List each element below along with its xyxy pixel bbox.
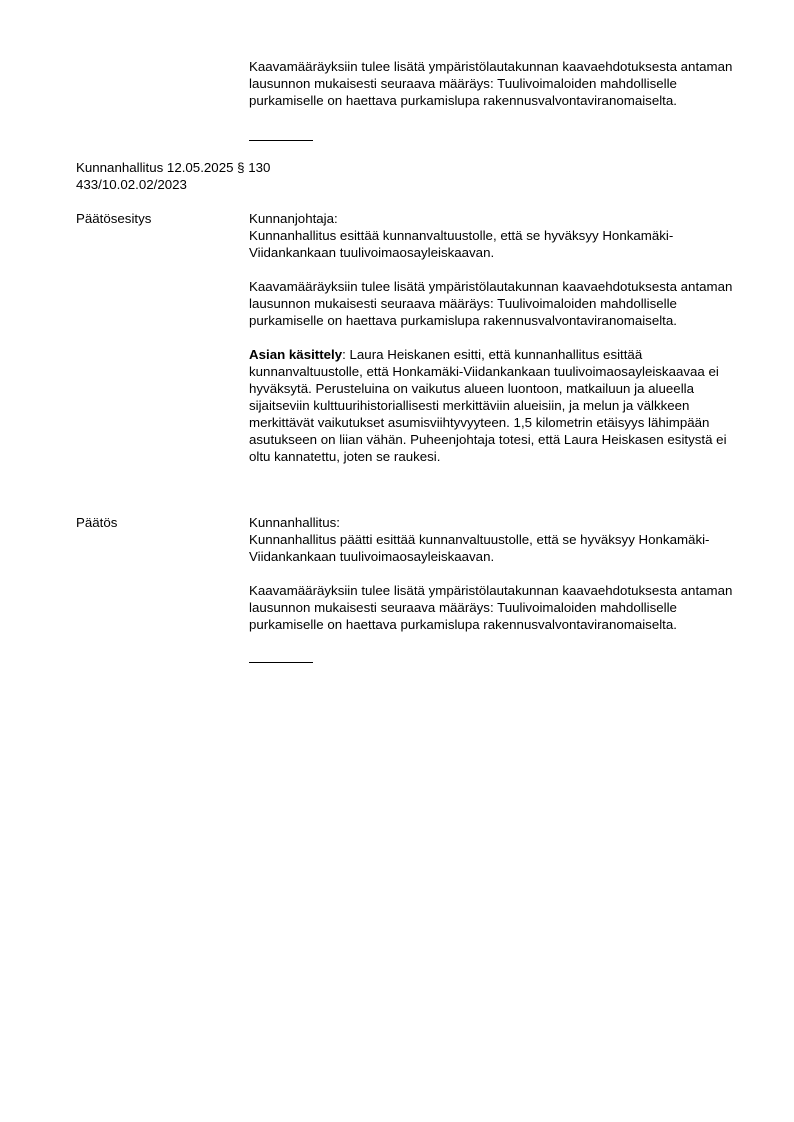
- decision-label: Päätös: [76, 515, 118, 530]
- proposal-section: [249, 210, 739, 465]
- handling-label: Asian käsittely: [249, 347, 343, 362]
- case-number: 433/10.02.02/2023: [76, 177, 187, 192]
- proposal-paragraph-1: Kunnanhallitus esittää kunnanvaltuustolle, että se hyväksyy Honkamäki-Viidankankaan tuulivoimaosayleiskaavan.: [249, 228, 674, 260]
- decision-paragraph-1: Kunnanhallitus päätti esittää kunnanvaltuustolle, että se hyväksyy Honkamäki-Viidankankaan tuulivoimaosayleiskaavan.: [249, 532, 710, 564]
- previous-section-text: Kaavamääräyksiin tulee lisätä ympäristölautakunnan kaavaehdotuksesta antaman lausunnon mukaisesti seuraava määräys: Tuulivoimaloiden mahdolliselle purkamiselle on haettava purkamislupa rakennusvalvontaviranomaiselta.: [249, 59, 733, 108]
- meeting-title: Kunnanhallitus 12.05.2025 § 130: [76, 160, 271, 175]
- previous-section-paragraph: [249, 58, 739, 109]
- proposal-handling: [249, 346, 739, 465]
- decision-section: [249, 514, 739, 633]
- decision-paragraph-2: Kaavamääräyksiin tulee lisätä ympäristölautakunnan kaavaehdotuksesta antaman lausunnon mukaisesti seuraava määräys: Tuulivoimaloiden mahdolliselle purkamiselle on haettava purkamislupa rakennusvalvontaviranomaiselta.: [249, 583, 733, 632]
- section-divider: [249, 140, 313, 141]
- decision-role: Kunnanhallitus:: [249, 515, 340, 530]
- handling-text: : Laura Heiskanen esitti, että kunnanhallitus esittää kunnanvaltuustolle, että Honkamäki-Viidankankaan tuulivoimaosayleiskaavaa ei hyväksytä. Perusteluina on vaikutus alueen luontoon, matkailuun ja alueella sijaitseviin kulttuurihistoriallisesti merkittäviin alueisiin, ja melun ja välkkeen merkittävät vaikutukset asumisviihtyvyyteen. 1,5 kilometrin etäisyys lähimpään asutukseen on liian vähän. Puheenjohtaja totesi, että Laura Heiskasen esitystä ei oltu kannatettu, joten se raukesi.: [249, 347, 727, 464]
- proposal-label: Päätösesitys: [76, 211, 152, 226]
- proposal-role: Kunnanjohtaja:: [249, 211, 338, 226]
- proposal-paragraph-2: Kaavamääräyksiin tulee lisätä ympäristölautakunnan kaavaehdotuksesta antaman lausunnon mukaisesti seuraava määräys: Tuulivoimaloiden mahdolliselle purkamiselle on haettava purkamislupa rakennusvalvontaviranomaiselta.: [249, 279, 733, 328]
- meeting-header: [76, 159, 270, 193]
- section-divider-end: [249, 662, 313, 663]
